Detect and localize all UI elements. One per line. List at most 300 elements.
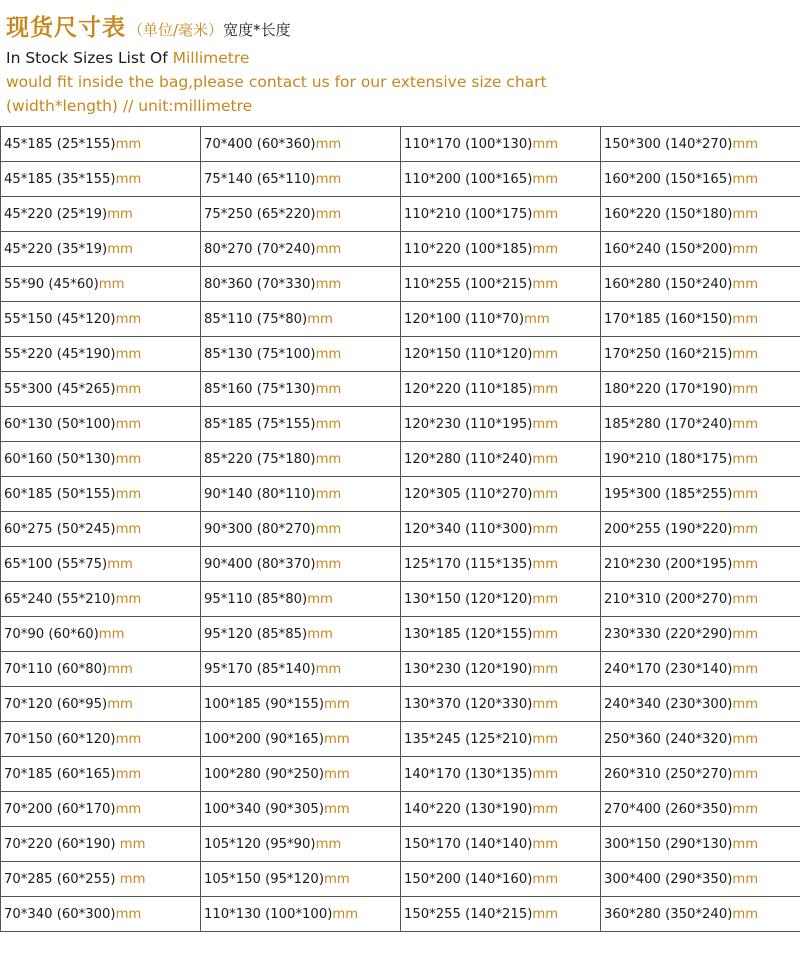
subtitle-unit-word: Millimetre [172, 49, 250, 67]
size-value: 95*120 (85*85) [204, 626, 308, 642]
size-value: 100*340 (90*305) [204, 801, 324, 817]
size-cell [1, 302, 201, 337]
size-value: 60*130 (50*100) [4, 416, 116, 432]
size-unit: mm [115, 766, 142, 782]
size-cell [401, 267, 601, 302]
size-cell [601, 792, 800, 827]
size-unit: mm [532, 871, 559, 887]
table-row [1, 407, 800, 442]
size-value: 100*200 (90*165) [204, 731, 324, 747]
size-cell [1, 617, 201, 652]
size-unit: mm [315, 136, 342, 152]
size-unit: mm [307, 626, 333, 642]
size-cell [401, 162, 601, 197]
size-cell [401, 127, 601, 162]
size-cell [201, 862, 401, 897]
size-value: 90*140 (80*110) [204, 486, 316, 502]
size-unit: mm [532, 731, 559, 747]
size-unit: mm [315, 276, 342, 292]
size-cell [1, 862, 201, 897]
table-row [1, 827, 800, 862]
size-unit: mm [532, 556, 559, 572]
size-unit: mm [532, 766, 559, 782]
size-unit: mm [119, 836, 146, 852]
size-cell [601, 232, 800, 267]
size-cell [201, 302, 401, 337]
size-cell [601, 862, 800, 897]
size-value: 55*150 (45*120) [4, 311, 116, 327]
size-value: 90*300 (80*270) [204, 521, 316, 537]
size-unit: mm [532, 206, 559, 222]
size-unit: mm [732, 416, 759, 432]
size-cell [601, 302, 800, 337]
size-cell [201, 162, 401, 197]
size-unit: mm [532, 521, 559, 537]
size-value: 80*360 (70*330) [204, 276, 316, 292]
size-unit: mm [732, 906, 759, 922]
size-value: 100*280 (90*250) [204, 766, 324, 782]
size-unit: mm [107, 661, 133, 677]
size-value: 160*200 (150*165) [604, 171, 733, 187]
size-cell [601, 617, 800, 652]
size-cell [201, 827, 401, 862]
size-unit: mm [532, 626, 559, 642]
size-value: 270*400 (260*350) [604, 801, 733, 817]
size-value: 70*220 (60*190) [4, 836, 120, 852]
size-cell [601, 127, 800, 162]
size-cell [401, 897, 601, 932]
title-dimension-note: 宽度*长度 [223, 21, 291, 39]
size-value: 85*220 (75*180) [204, 451, 316, 467]
size-cell [601, 477, 800, 512]
size-unit: mm [115, 591, 142, 607]
table-row [1, 512, 800, 547]
size-unit: mm [732, 871, 759, 887]
size-value: 60*185 (50*155) [4, 486, 116, 502]
size-unit: mm [732, 171, 759, 187]
size-cell [201, 372, 401, 407]
size-unit: mm [115, 311, 142, 327]
size-value: 140*220 (130*190) [404, 801, 533, 817]
size-value: 85*160 (75*130) [204, 381, 316, 397]
subtitle-line-3: (width*length) // unit:millimetre [6, 97, 253, 115]
size-cell [201, 547, 401, 582]
size-unit: mm [532, 486, 559, 502]
size-value: 210*310 (200*270) [604, 591, 733, 607]
size-value: 160*240 (150*200) [604, 241, 733, 257]
size-cell [1, 722, 201, 757]
size-unit: mm [532, 276, 559, 292]
size-value: 70*200 (60*170) [4, 801, 116, 817]
size-value: 45*185 (35*155) [4, 171, 116, 187]
size-unit: mm [315, 521, 342, 537]
size-unit: mm [732, 136, 759, 152]
table-row [1, 372, 800, 407]
size-unit: mm [115, 416, 142, 432]
size-value: 90*400 (80*370) [204, 556, 316, 572]
size-unit: mm [115, 801, 142, 817]
size-value: 75*250 (65*220) [204, 206, 316, 222]
size-cell [201, 442, 401, 477]
header [0, 0, 800, 126]
size-cell [201, 652, 401, 687]
size-value: 70*120 (60*95) [4, 696, 108, 712]
size-value: 150*170 (140*140) [404, 836, 533, 852]
size-value: 185*280 (170*240) [604, 416, 733, 432]
size-value: 75*140 (65*110) [204, 171, 316, 187]
size-value: 250*360 (240*320) [604, 731, 733, 747]
size-unit: mm [315, 381, 342, 397]
size-value: 60*275 (50*245) [4, 521, 116, 537]
size-value: 105*120 (95*90) [204, 836, 316, 852]
size-value: 240*170 (230*140) [604, 661, 733, 677]
size-cell [1, 512, 201, 547]
size-cell [1, 792, 201, 827]
size-unit: mm [315, 486, 342, 502]
size-cell [201, 792, 401, 827]
size-unit: mm [532, 381, 559, 397]
size-cell [401, 477, 601, 512]
size-cell [401, 757, 601, 792]
size-value: 120*100 (110*70) [404, 311, 524, 327]
size-unit: mm [307, 311, 333, 327]
table-row [1, 267, 800, 302]
size-value: 300*150 (290*130) [604, 836, 733, 852]
size-unit: mm [119, 871, 146, 887]
size-cell [201, 897, 401, 932]
size-unit: mm [307, 591, 333, 607]
size-cell [401, 197, 601, 232]
subtitle-prefix: In Stock Sizes List Of [6, 49, 173, 67]
size-unit: mm [532, 136, 559, 152]
size-unit: mm [115, 346, 142, 362]
size-unit: mm [315, 661, 342, 677]
size-cell [401, 792, 601, 827]
size-cell [1, 757, 201, 792]
size-unit: mm [732, 241, 759, 257]
size-cell [601, 687, 800, 722]
size-cell [1, 547, 201, 582]
subtitle-line-1 [6, 46, 800, 70]
size-value: 70*110 (60*80) [4, 661, 108, 677]
size-value: 100*185 (90*155) [204, 696, 324, 712]
table-row [1, 547, 800, 582]
size-unit: mm [107, 696, 133, 712]
size-unit: mm [532, 801, 559, 817]
size-unit: mm [732, 696, 759, 712]
size-value: 230*330 (220*290) [604, 626, 733, 642]
size-cell [201, 582, 401, 617]
size-unit: mm [732, 311, 759, 327]
size-value: 125*170 (115*135) [404, 556, 533, 572]
size-unit: mm [732, 381, 759, 397]
size-cell [401, 337, 601, 372]
size-value: 260*310 (250*270) [604, 766, 733, 782]
table-row [1, 162, 800, 197]
size-value: 70*340 (60*300) [4, 906, 116, 922]
size-cell [201, 197, 401, 232]
size-unit: mm [732, 766, 759, 782]
size-unit: mm [115, 731, 142, 747]
size-value: 160*280 (150*240) [604, 276, 733, 292]
size-cell [201, 512, 401, 547]
size-cell [1, 442, 201, 477]
table-row [1, 757, 800, 792]
size-unit: mm [323, 801, 350, 817]
size-value: 120*305 (110*270) [404, 486, 533, 502]
size-unit: mm [532, 661, 559, 677]
size-unit: mm [532, 696, 559, 712]
size-cell [1, 232, 201, 267]
size-unit: mm [732, 801, 759, 817]
size-cell [201, 687, 401, 722]
size-cell [601, 407, 800, 442]
size-unit: mm [115, 906, 142, 922]
size-cell [1, 162, 201, 197]
table-row [1, 687, 800, 722]
size-cell [401, 687, 601, 722]
size-cell [601, 442, 800, 477]
table-row [1, 652, 800, 687]
size-cell [601, 547, 800, 582]
size-value: 45*185 (25*155) [4, 136, 116, 152]
size-cell [1, 267, 201, 302]
size-cell [1, 337, 201, 372]
size-unit: mm [732, 521, 759, 537]
size-value: 120*220 (110*185) [404, 381, 533, 397]
size-value: 45*220 (35*19) [4, 241, 108, 257]
table-row [1, 197, 800, 232]
size-cell [401, 372, 601, 407]
size-unit: mm [115, 136, 142, 152]
size-value: 120*150 (110*120) [404, 346, 533, 362]
size-value: 110*255 (100*215) [404, 276, 533, 292]
size-unit: mm [315, 241, 342, 257]
size-value: 110*200 (100*165) [404, 171, 533, 187]
size-value: 135*245 (125*210) [404, 731, 533, 747]
size-cell [1, 582, 201, 617]
size-cell [601, 827, 800, 862]
size-cell [401, 722, 601, 757]
table-row [1, 477, 800, 512]
size-cell [401, 407, 601, 442]
size-cell [401, 862, 601, 897]
size-unit: mm [323, 871, 350, 887]
size-unit: mm [107, 556, 133, 572]
size-unit: mm [315, 556, 342, 572]
size-cell [401, 512, 601, 547]
size-value: 65*240 (55*210) [4, 591, 116, 607]
size-unit: mm [732, 346, 759, 362]
size-unit: mm [732, 486, 759, 502]
size-value: 95*110 (85*80) [204, 591, 308, 607]
size-unit: mm [98, 626, 125, 642]
size-value: 110*210 (100*175) [404, 206, 533, 222]
size-cell [601, 652, 800, 687]
size-value: 170*250 (160*215) [604, 346, 733, 362]
size-cell [601, 757, 800, 792]
size-cell [401, 617, 601, 652]
size-cell [601, 897, 800, 932]
size-unit: mm [115, 451, 142, 467]
size-unit: mm [532, 346, 559, 362]
size-value: 140*170 (130*135) [404, 766, 533, 782]
size-value: 210*230 (200*195) [604, 556, 733, 572]
size-cell [401, 547, 601, 582]
size-value: 85*110 (75*80) [204, 311, 308, 327]
size-value: 65*100 (55*75) [4, 556, 108, 572]
size-unit: mm [115, 171, 142, 187]
size-unit: mm [532, 906, 559, 922]
table-row [1, 862, 800, 897]
size-cell [1, 652, 201, 687]
size-cell [201, 477, 401, 512]
size-cell [1, 687, 201, 722]
size-cell [601, 267, 800, 302]
size-unit: mm [732, 451, 759, 467]
size-unit: mm [732, 661, 759, 677]
size-unit: mm [332, 906, 359, 922]
size-cell [1, 197, 201, 232]
size-value: 170*185 (160*150) [604, 311, 733, 327]
size-value: 195*300 (185*255) [604, 486, 733, 502]
table-row [1, 302, 800, 337]
size-table-body [1, 127, 800, 932]
size-unit: mm [315, 451, 342, 467]
size-value: 120*340 (110*300) [404, 521, 533, 537]
size-value: 70*285 (60*255) [4, 871, 120, 887]
subtitle-line-2: would fit inside the bag,please contact us for our extensive size chart [6, 73, 547, 91]
size-value: 240*340 (230*300) [604, 696, 733, 712]
table-row [1, 442, 800, 477]
size-unit: mm [532, 171, 559, 187]
size-value: 95*170 (85*140) [204, 661, 316, 677]
size-cell [601, 372, 800, 407]
size-cell [201, 127, 401, 162]
size-unit: mm [532, 451, 559, 467]
size-unit: mm [98, 276, 125, 292]
table-row [1, 127, 800, 162]
size-cell [401, 652, 601, 687]
size-unit: mm [107, 241, 133, 257]
title-unit: （单位/毫米） [128, 21, 224, 39]
size-cell [1, 127, 201, 162]
size-value: 70*150 (60*120) [4, 731, 116, 747]
size-value: 120*280 (110*240) [404, 451, 533, 467]
table-row [1, 582, 800, 617]
size-value: 120*230 (110*195) [404, 416, 533, 432]
size-value: 85*130 (75*100) [204, 346, 316, 362]
table-row [1, 722, 800, 757]
size-unit: mm [532, 416, 559, 432]
size-cell [201, 232, 401, 267]
size-unit: mm [315, 836, 342, 852]
size-cell [401, 302, 601, 337]
size-cell [1, 897, 201, 932]
size-value: 300*400 (290*350) [604, 871, 733, 887]
size-cell [601, 337, 800, 372]
size-value: 130*150 (120*120) [404, 591, 533, 607]
size-unit: mm [523, 311, 550, 327]
size-unit: mm [532, 591, 559, 607]
title-line [6, 10, 800, 46]
size-cell [1, 372, 201, 407]
size-cell [201, 757, 401, 792]
size-unit: mm [732, 276, 759, 292]
size-unit: mm [115, 486, 142, 502]
size-value: 160*220 (150*180) [604, 206, 733, 222]
size-unit: mm [115, 381, 142, 397]
size-cell [601, 197, 800, 232]
size-cell [201, 617, 401, 652]
size-unit: mm [315, 346, 342, 362]
size-value: 55*90 (45*60) [4, 276, 99, 292]
size-value: 55*220 (45*190) [4, 346, 116, 362]
size-value: 150*300 (140*270) [604, 136, 733, 152]
page-title: 现货尺寸表 [6, 15, 126, 41]
size-cell [201, 722, 401, 757]
size-cell [601, 722, 800, 757]
size-cell [401, 442, 601, 477]
size-unit: mm [115, 521, 142, 537]
size-value: 360*280 (350*240) [604, 906, 733, 922]
size-cell [1, 477, 201, 512]
size-value: 70*400 (60*360) [204, 136, 316, 152]
size-cell [601, 162, 800, 197]
size-value: 150*200 (140*160) [404, 871, 533, 887]
size-value: 60*160 (50*130) [4, 451, 116, 467]
size-unit: mm [532, 241, 559, 257]
size-value: 105*150 (95*120) [204, 871, 324, 887]
size-cell [601, 512, 800, 547]
table-row [1, 337, 800, 372]
table-row [1, 897, 800, 932]
size-table [0, 126, 800, 932]
size-unit: mm [732, 206, 759, 222]
size-value: 130*185 (120*155) [404, 626, 533, 642]
size-unit: mm [532, 836, 559, 852]
size-unit: mm [323, 696, 350, 712]
size-value: 85*185 (75*155) [204, 416, 316, 432]
size-unit: mm [732, 556, 759, 572]
size-unit: mm [315, 206, 342, 222]
size-value: 70*185 (60*165) [4, 766, 116, 782]
table-row [1, 792, 800, 827]
size-cell [401, 582, 601, 617]
size-value: 80*270 (70*240) [204, 241, 316, 257]
size-unit: mm [323, 766, 350, 782]
size-cell [1, 827, 201, 862]
table-row [1, 232, 800, 267]
size-value: 130*230 (120*190) [404, 661, 533, 677]
size-unit: mm [315, 171, 342, 187]
size-unit: mm [107, 206, 133, 222]
size-cell [201, 407, 401, 442]
size-value: 110*220 (100*185) [404, 241, 533, 257]
size-value: 150*255 (140*215) [404, 906, 533, 922]
size-cell [601, 582, 800, 617]
size-unit: mm [323, 731, 350, 747]
size-unit: mm [732, 731, 759, 747]
size-unit: mm [315, 416, 342, 432]
table-row [1, 617, 800, 652]
size-value: 200*255 (190*220) [604, 521, 733, 537]
size-unit: mm [732, 626, 759, 642]
size-value: 190*210 (180*175) [604, 451, 733, 467]
size-cell [201, 267, 401, 302]
size-cell [401, 827, 601, 862]
size-cell [401, 232, 601, 267]
